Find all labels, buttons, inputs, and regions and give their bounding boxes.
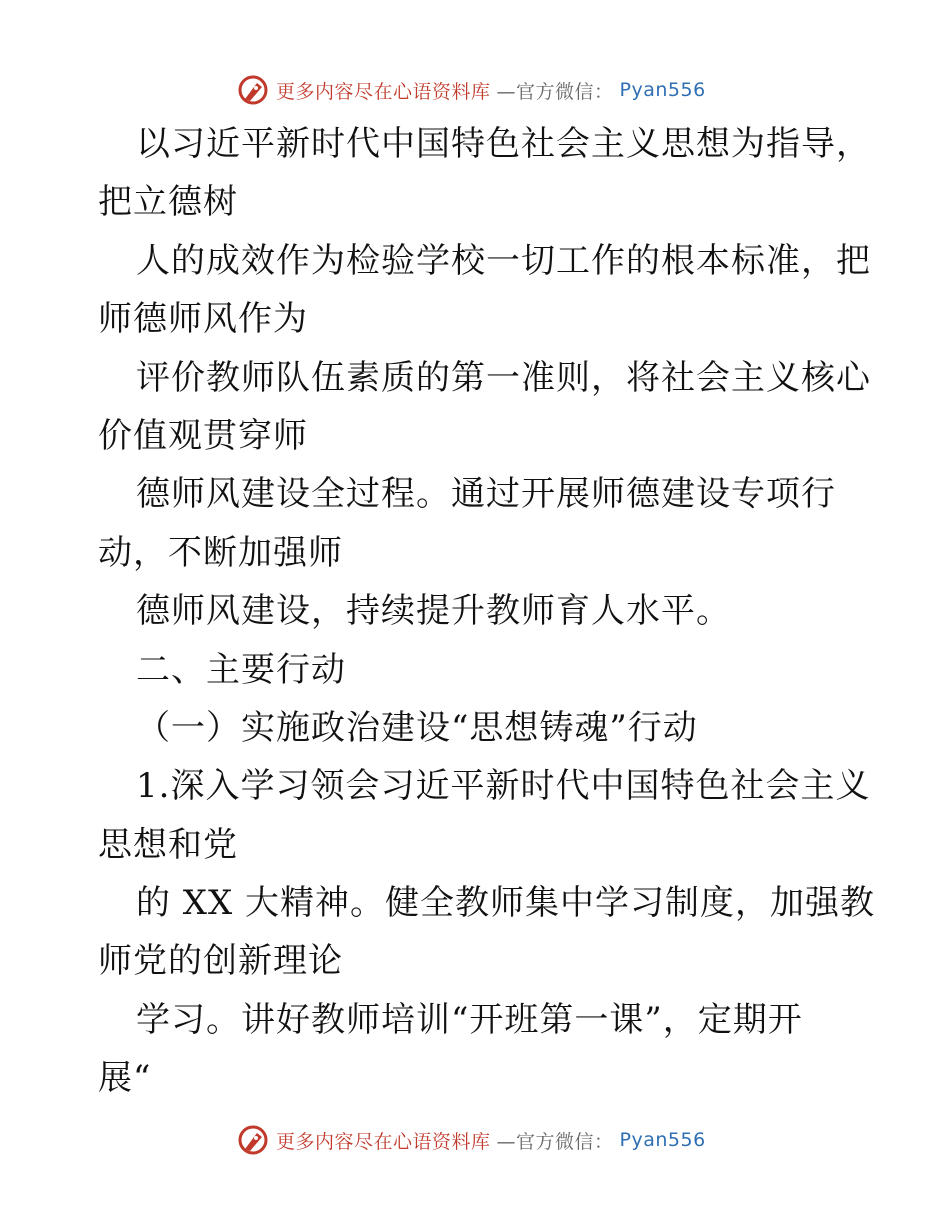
body-line-8: 动，不断加强师	[98, 532, 343, 573]
body-line-16: 学习。讲好教师培训“开班第一课”，定期开	[136, 999, 803, 1040]
subsection-heading-1: （一）实施政治建设“思想铸魂”行动	[136, 707, 698, 748]
section-heading-main-actions: 二、主要行动	[136, 649, 346, 690]
watermark-contact-text: Pyan556	[619, 1129, 706, 1151]
body-line-3: 人的成效作为检验学校一切工作的根本标准，把	[136, 240, 871, 281]
body-line-5: 评价教师队伍素质的第一准则，将社会主义核心	[136, 357, 871, 398]
body-line-2: 把立德树	[98, 182, 238, 223]
body-line-15: 师党的创新理论	[98, 941, 343, 982]
body-line-12: 1.深入学习领会习近平新时代中国特色社会主义	[136, 766, 871, 807]
watermark-brand-text: 更多内容尽在心语资料库	[276, 1130, 491, 1153]
body-line-9: 德师风建设，持续提升教师育人水平。	[136, 591, 731, 632]
watermark-separator-text: —官方微信：	[496, 80, 614, 103]
watermark-brand-text: 更多内容尽在心语资料库	[276, 80, 491, 103]
watermark-separator-text: —官方微信：	[496, 1130, 614, 1153]
body-line-7: 德师风建设全过程。通过开展师德建设专项行	[136, 474, 836, 515]
document-body	[98, 115, 876, 1108]
body-line-17: 展“	[98, 1058, 152, 1099]
watermark-header	[236, 73, 706, 107]
watermark-contact-text: Pyan556	[619, 79, 706, 101]
body-line-6: 价值观贯穿师	[98, 415, 308, 456]
body-line-13: 思想和党	[98, 824, 238, 865]
body-line-1: 以习近平新时代中国特色社会主义思想为指导，	[136, 124, 871, 164]
body-line-4: 师德师风作为	[98, 299, 308, 340]
body-line-14: 的 XX 大精神。健全教师集中学习制度，加强教	[136, 883, 876, 924]
pen-nib-circle-icon	[236, 73, 270, 107]
pen-nib-circle-icon	[236, 1123, 270, 1157]
watermark-footer	[236, 1123, 706, 1157]
